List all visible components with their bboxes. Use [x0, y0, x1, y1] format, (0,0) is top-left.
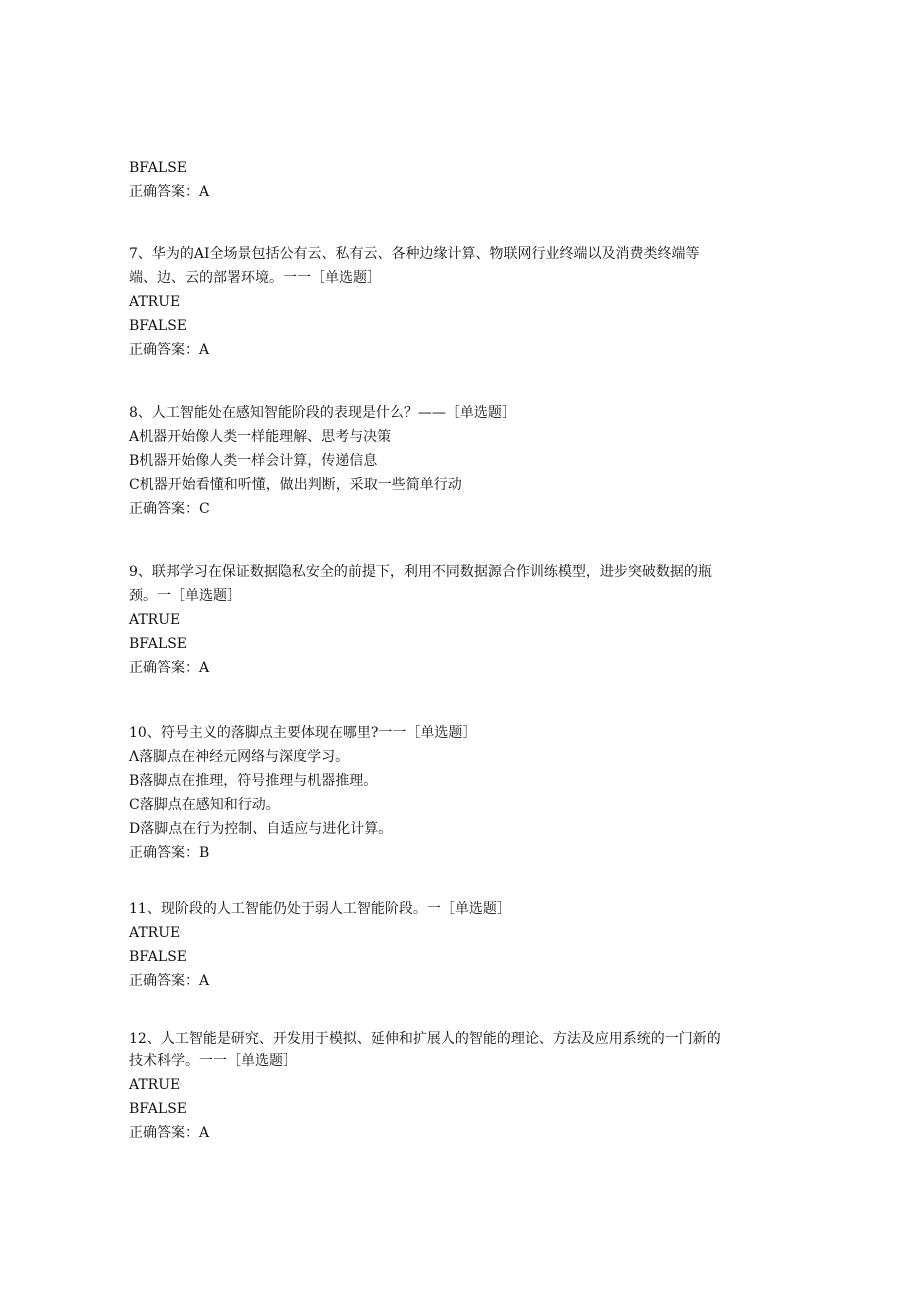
answer-line: 正确答案：A [129, 973, 210, 989]
option-a: Λ落脚点在神经元网络与深度学习。 [129, 749, 350, 765]
answer-line: 正确答案：A [129, 1125, 210, 1141]
option-b: BFALSE [129, 160, 188, 176]
option-a: ATRUE [129, 1077, 181, 1093]
option-a: ATRUE [129, 612, 181, 628]
option-b: BFALSE [129, 636, 188, 652]
option-b: B机器开始像人类一样会计算，传递信息 [129, 453, 378, 469]
answer-line: 正确答案：B [129, 845, 210, 861]
answer-line: 正确答案：C [129, 501, 210, 517]
question-12-line-1: 12、人工智能是研究、开发用于模拟、延伸和扩展人的智能的理论、方法及应用系统的一门新的 [129, 1031, 721, 1047]
option-b: BFALSE [129, 949, 188, 965]
question-7-line-2: 端、边、云的部署环境。一一［单选题］ [129, 270, 381, 286]
question-8: 8、人工智能处在感知智能阶段的表现是什么？——［单选题］ [129, 405, 516, 421]
question-7-line-1: 7、华为的AI全场景包括公有云、私有云、各种边缘计算、物联网行业终端以及消费类终端等 [129, 246, 700, 262]
option-a: ATRUE [129, 925, 181, 941]
question-9-line-1: 9、联邦学习在保证数据隐私安全的前提下，利用不同数据源合作训练模型，进步突破数据的瓶 [129, 564, 712, 580]
option-a: ATRUE [129, 294, 181, 310]
answer-line: 正确答案：A [129, 342, 210, 358]
option-b: BFALSE [129, 1101, 188, 1117]
option-b: B落脚点在推理，符号推理与机器推理。 [129, 773, 378, 789]
question-12-line-2: 技术科学。一一［单选题］ [129, 1053, 297, 1069]
option-c: C落脚点在感知和行动。 [129, 797, 280, 813]
option-a: A机器开始像人类一样能理解、思考与决策 [129, 429, 392, 445]
answer-line: 正确答案：A [129, 184, 210, 200]
option-b: BFALSE [129, 318, 188, 334]
option-c: C机器开始看懂和听懂，做出判断，采取一些简单行动 [129, 477, 462, 493]
question-11: 11、现阶段的人工智能仍处于弱人工智能阶段。一［单选题］ [129, 901, 511, 917]
option-d: D落脚点在行为控制、自适应与进化计算。 [129, 821, 393, 837]
answer-line: 正确答案：A [129, 660, 210, 676]
question-10: 10、符号主义的落脚点主要体现在哪里?一一［单选题］ [129, 725, 477, 741]
question-9-line-2: 颈。一［单选题］ [129, 588, 241, 604]
